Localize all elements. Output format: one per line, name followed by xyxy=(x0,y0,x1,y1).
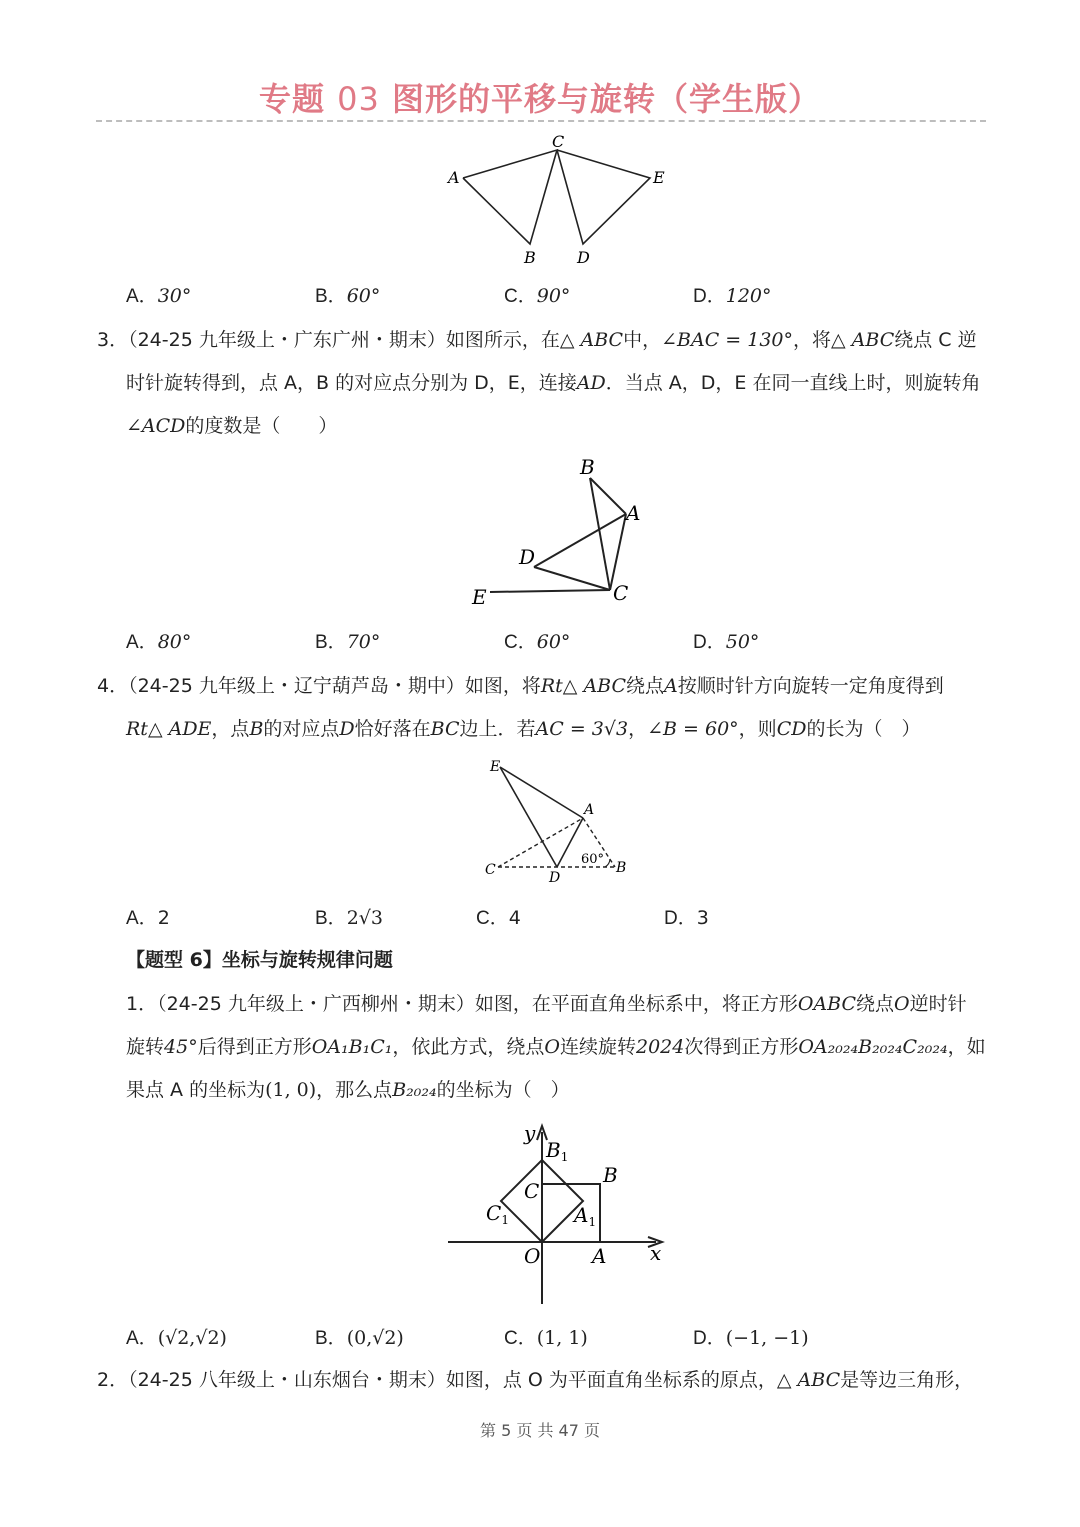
q3-option-c[interactable] xyxy=(504,630,570,655)
q4-label-d: D xyxy=(549,870,561,886)
option-value: 120° xyxy=(725,285,772,307)
q4-line-2: Rt△ ADE，点B的对应点D恰好落在BC边上．若AC = 3√3，∠B = 60°，则CD的长为（ ） xyxy=(126,718,921,740)
q4-option-d[interactable] xyxy=(664,906,709,931)
question-number: 3． xyxy=(97,329,129,351)
question-number: 4． xyxy=(97,675,129,697)
option-label: A． xyxy=(126,286,158,307)
q3-label-e: E xyxy=(472,585,487,609)
q6-1-line-3: 果点 A 的坐标为(1, 0)，那么点B₂₀₂₄的坐标为（ ） xyxy=(126,1079,570,1101)
option-label: B． xyxy=(315,632,347,653)
option-value: 50° xyxy=(725,631,760,653)
q2-label-b: B xyxy=(524,248,536,267)
q3-label-d: D xyxy=(519,545,536,569)
q3-label-a: A xyxy=(626,501,641,525)
option-label: D． xyxy=(664,908,697,929)
question-number: 2． xyxy=(97,1369,129,1391)
q4-option-c[interactable] xyxy=(476,906,521,931)
q2-option-d[interactable] xyxy=(693,284,772,309)
q2-label-e: E xyxy=(653,168,665,187)
option-label: B． xyxy=(315,1328,347,1349)
page-footer: 第 5 页 共 47 页 xyxy=(480,1421,600,1440)
q2-triangle-cde xyxy=(557,150,650,244)
q6-1-option-a[interactable] xyxy=(126,1326,227,1351)
option-value: 2√3 xyxy=(346,907,383,929)
section-heading: 【题型 6】坐标与旋转规律问题 xyxy=(126,949,393,971)
x-axis-label: x xyxy=(650,1241,662,1265)
option-value: (1, 1) xyxy=(536,1327,588,1349)
q6-1-figure xyxy=(440,1120,680,1310)
q2-label-a: A xyxy=(448,168,460,187)
q2-label-c: C xyxy=(552,132,565,151)
q6-1-option-b[interactable] xyxy=(315,1326,404,1351)
q4-label-e: E xyxy=(490,759,501,775)
fig-label-b: B xyxy=(603,1163,618,1187)
option-label: A． xyxy=(126,632,158,653)
option-label: C． xyxy=(476,908,509,929)
q4-figure xyxy=(480,755,640,887)
option-label: C． xyxy=(504,286,537,307)
q4-line-1: 4．（24-25 九年级上・辽宁葫芦岛・期中）如图，将Rt△ ABC绕点A按顺时针方向旋转一定角度得到 xyxy=(97,675,944,697)
q6-1-option-c[interactable] xyxy=(504,1326,588,1351)
option-label: D． xyxy=(693,286,726,307)
option-label: C． xyxy=(504,1328,537,1349)
option-value: 3 xyxy=(696,907,709,929)
option-value: 2 xyxy=(157,907,170,929)
option-value: 60° xyxy=(536,631,571,653)
q3-line-1: 3．（24-25 九年级上・广东广州・期末）如图所示，在△ ABC中，∠BAC = 130°，将△ ABC绕点 C 逆 xyxy=(97,329,977,351)
q3-option-b[interactable] xyxy=(315,630,380,655)
y-axis-label: y xyxy=(524,1121,536,1145)
origin-label: O xyxy=(524,1244,541,1268)
option-label: B． xyxy=(315,908,347,929)
question-number: 1． xyxy=(126,993,158,1015)
title-number: 03 xyxy=(337,80,380,118)
q2-option-b[interactable] xyxy=(315,284,380,309)
fig-label-a1: $A_1$ xyxy=(574,1203,597,1229)
option-value: (−1, −1) xyxy=(725,1327,809,1349)
q6-1-option-d[interactable] xyxy=(693,1326,809,1351)
q6-1-line-1: 1．（24-25 九年级上・广西柳州・期末）如图，在平面直角坐标系中，将正方形OABC绕点O逆时针 xyxy=(126,993,967,1015)
q2-figure xyxy=(440,130,680,270)
q3-label-c: C xyxy=(613,581,629,605)
option-label: A． xyxy=(126,1328,158,1349)
option-value: 60° xyxy=(346,285,381,307)
fig-label-b1: $B_1$ xyxy=(546,1138,569,1164)
q4-angle-label: 60° xyxy=(581,852,605,867)
fig-label-c1: $C_1$ xyxy=(486,1201,509,1227)
q2-option-a[interactable] xyxy=(126,284,191,309)
page-title xyxy=(0,74,1080,120)
q3-line-2: 时针旋转得到，点 A，B 的对应点分别为 D，E，连接AD．当点 A，D，E 在同一直线上时，则旋转角 xyxy=(126,372,981,394)
option-label: D． xyxy=(693,1328,726,1349)
option-label: D． xyxy=(693,632,726,653)
q3-figure xyxy=(460,452,660,612)
fig-label-a: A xyxy=(592,1244,607,1268)
q3-line-3: ∠ACD的度数是（ ） xyxy=(126,415,338,437)
q4-label-c: C xyxy=(485,862,496,878)
q6-2-line-1: 2．（24-25 八年级上・山东烟台・期末）如图，点 O 为平面直角坐标系的原点，△ ABC是等边三角形， xyxy=(97,1369,974,1391)
q3-option-a[interactable] xyxy=(126,630,191,655)
title-main: 图形的平移与旋转（学生版） xyxy=(392,80,822,118)
option-value: 80° xyxy=(157,631,192,653)
q6-1-line-2: 旋转45°后得到正方形OA₁B₁C₁，依此方式，绕点O连续旋转2024次得到正方形OA₂₀₂₄B₂₀₂₄C₂₀₂₄，如 xyxy=(126,1036,986,1058)
q4-option-a[interactable] xyxy=(126,906,170,931)
q4-option-b[interactable] xyxy=(315,906,383,931)
option-value: 4 xyxy=(508,907,521,929)
option-label: A． xyxy=(126,908,158,929)
q3-label-b: B xyxy=(580,455,595,479)
q3-option-d[interactable] xyxy=(693,630,759,655)
option-value: (√2,√2) xyxy=(157,1327,227,1349)
title-prefix: 专题 xyxy=(258,80,325,118)
q2-option-c[interactable] xyxy=(504,284,570,309)
option-value: (0,√2) xyxy=(346,1327,404,1349)
title-divider xyxy=(96,120,986,122)
q4-label-b: B xyxy=(616,860,627,876)
option-label: B． xyxy=(315,286,347,307)
option-value: 30° xyxy=(157,285,192,307)
q2-label-d: D xyxy=(577,248,590,267)
q2-triangle-abc xyxy=(463,150,557,244)
fig-label-c: C xyxy=(524,1179,540,1203)
option-value: 70° xyxy=(346,631,381,653)
q4-label-a: A xyxy=(584,802,595,818)
option-value: 90° xyxy=(536,285,571,307)
option-label: C． xyxy=(504,632,537,653)
